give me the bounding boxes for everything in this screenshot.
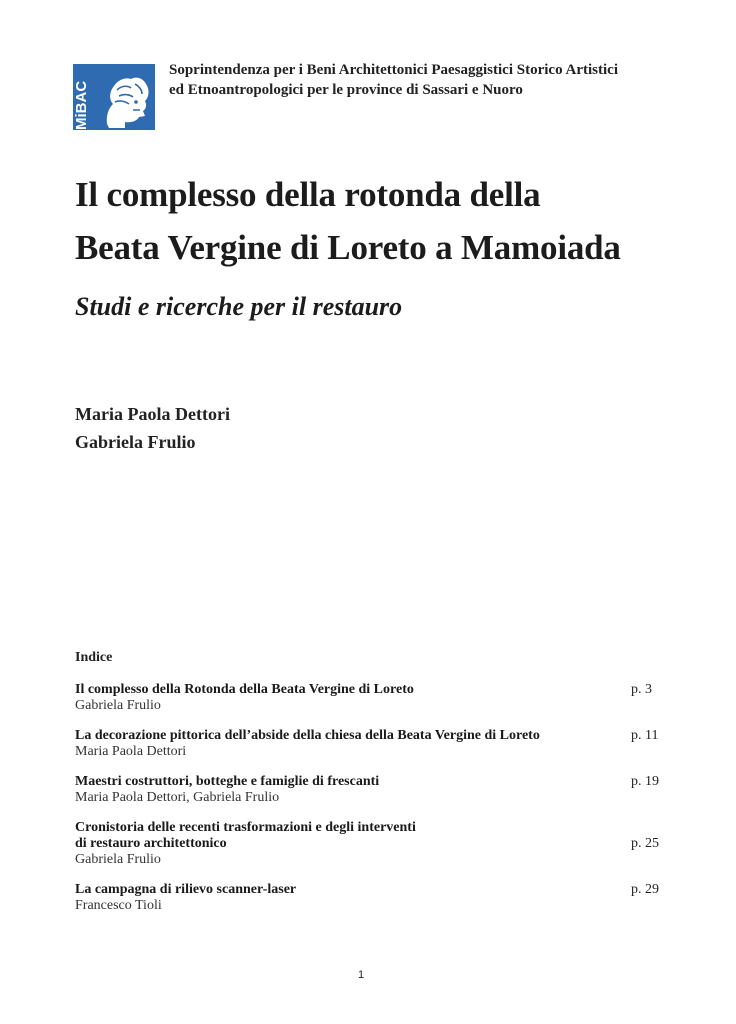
toc-entry-title [75,774,605,790]
toc-title-line: Maestri costruttori, botteghe e famiglie di frescanti [75,774,380,789]
author-name: Gabriela Frulio [75,432,196,452]
institution-line-1: Soprintendenza per i Beni Architettonici Paesaggistici Storico Artistici [169,62,618,78]
title-line-1: Il complesso della rotonda della [75,175,541,214]
toc-entry-page: p. 25 [631,836,659,851]
institution-line-2: ed Etnoantropologici per le province di Sassari e Nuoro [169,82,523,98]
toc-entry-title [75,882,605,898]
document-title [75,168,621,274]
toc-entry-page: p. 3 [631,682,652,697]
toc-entry-page: p. 29 [631,882,659,897]
toc-entry [75,728,665,760]
toc-title-line: La campagna di rilievo scanner-laser [75,882,297,897]
toc-title-line: La decorazione pittorica dell’abside della chiesa della Beata Vergine di Loreto [75,728,540,743]
toc-entry-title [75,728,605,744]
toc-entry [75,682,665,714]
logo-text: MiBAC [73,80,90,130]
toc-title-line: Il complesso della Rotonda della Beata Vergine di Loreto [75,682,414,697]
page-number: 1 [358,969,365,981]
toc-entry-author: Maria Paola Dettori [75,744,187,759]
toc-entry [75,820,665,868]
toc-entry-author: Maria Paola Dettori, Gabriela Frulio [75,790,280,805]
toc-entry-title [75,682,605,698]
toc-entry-author: Gabriela Frulio [75,852,161,867]
title-line-2: Beata Vergine di Loreto a Mamoiada [75,228,621,267]
institution-name [169,60,618,100]
toc-entry-title [75,820,605,852]
index-heading: Indice [75,650,113,665]
table-of-contents [75,682,665,928]
toc-entry-page: p. 19 [631,774,659,789]
document-subtitle: Studi e ricerche per il restauro [75,292,403,321]
toc-entry-author: Gabriela Frulio [75,698,161,713]
mibac-logo [73,64,155,130]
toc-entry-author: Francesco Tioli [75,898,162,913]
author-name: Maria Paola Dettori [75,404,230,424]
author-list [75,400,230,456]
toc-entry [75,774,665,806]
toc-title-line: di restauro architettonico [75,836,227,851]
toc-entry [75,882,665,914]
toc-title-line: Cronistoria delle recenti trasformazioni e degli interventi [75,820,416,835]
toc-entry-page: p. 11 [631,728,659,743]
